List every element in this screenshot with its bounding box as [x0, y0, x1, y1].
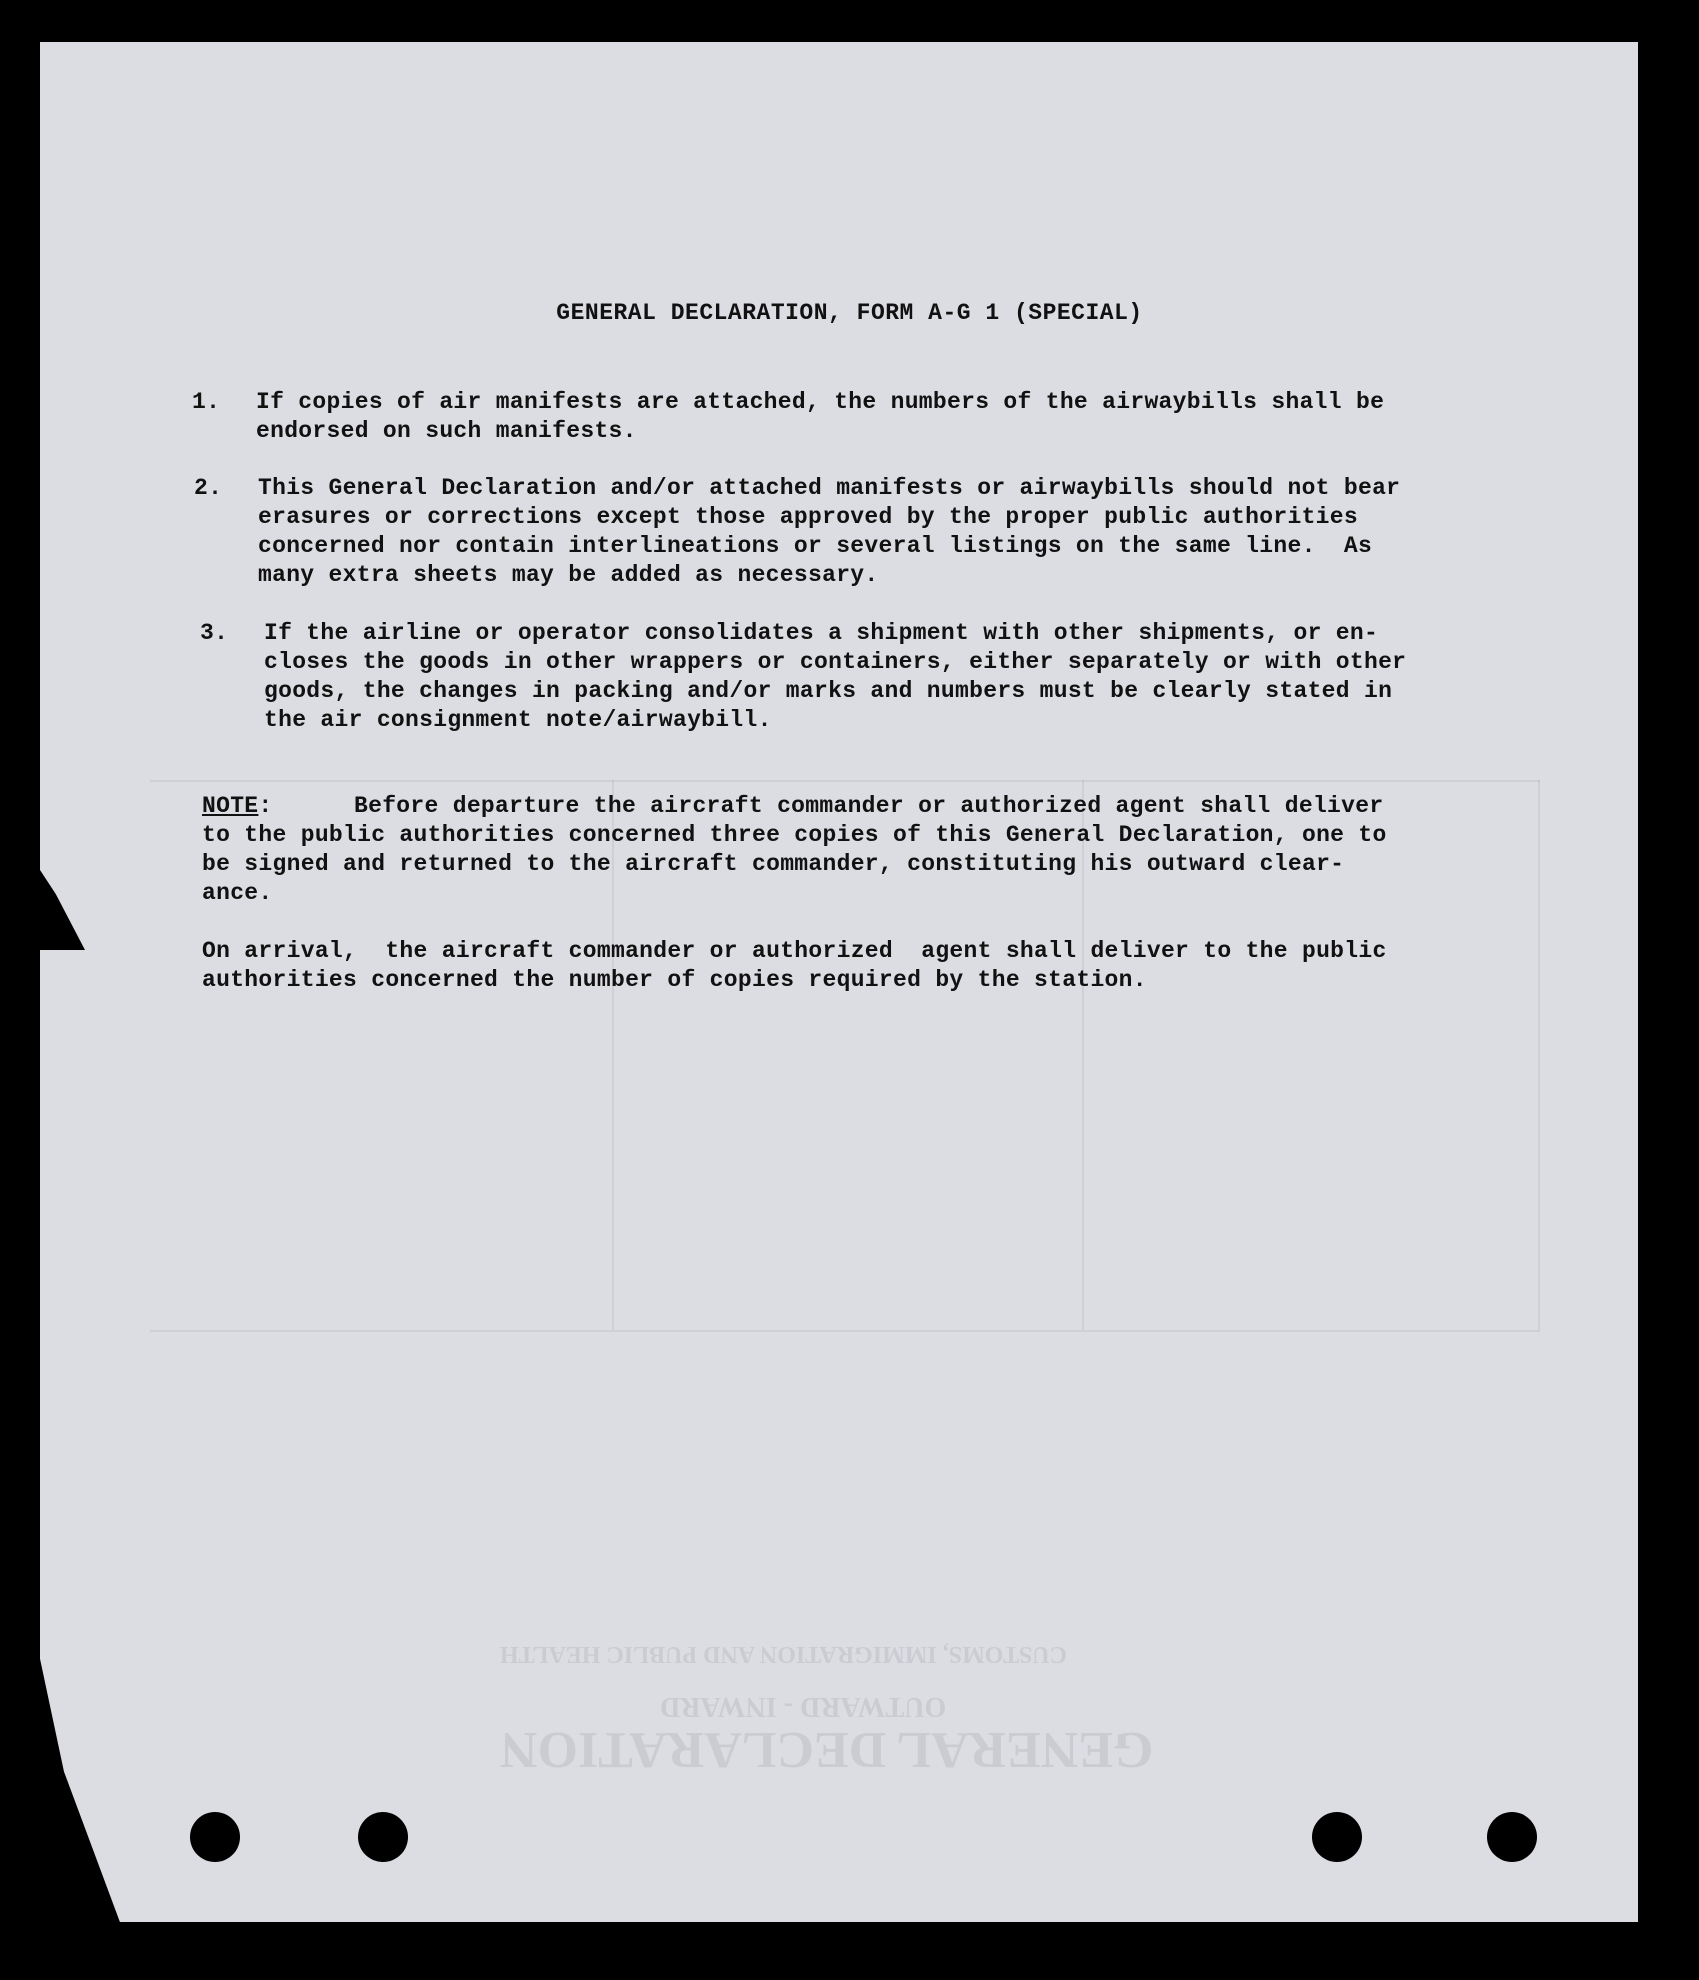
punch-hole — [190, 1812, 240, 1862]
item-number: 2. — [194, 475, 223, 501]
punch-hole — [1312, 1812, 1362, 1862]
item-line: goods, the changes in packing and/or marks and numbers must be clearly stated in — [264, 678, 1393, 704]
bleed-through-rule — [150, 1330, 1540, 1332]
arrival-line: On arrival, the aircraft commander or authorized agent shall deliver to the public — [202, 938, 1387, 964]
item-line: many extra sheets may be added as necessary. — [258, 562, 879, 588]
note-line: to the public authorities concerned three copies of this General Declaration, one to — [202, 822, 1387, 848]
note-colon: : — [258, 793, 273, 819]
note-line: ance. — [202, 880, 273, 906]
item-number: 1. — [192, 389, 221, 415]
bleed-through-heading: GENERAL DECLARATION — [500, 1721, 1154, 1778]
list-item-3 — [200, 619, 1407, 793]
bleed-through-subheading: OUTWARD - INWARD — [660, 1691, 947, 1722]
item-line: endorsed on such manifests. — [256, 418, 637, 444]
page-title: GENERAL DECLARATION, FORM A-G 1 (SPECIAL) — [556, 300, 1143, 326]
item-line: concerned nor contain interlineations or several listings on the same line. As — [258, 533, 1373, 559]
note-label: NOTE — [202, 793, 259, 819]
note-label-wrap — [202, 792, 273, 821]
bleed-through-line: CUSTOMS, IMMIGRATION AND PUBLIC HEALTH — [500, 1641, 1067, 1667]
note-line: Before departure the aircraft commander or authorized agent shall deliver — [354, 793, 1384, 819]
punch-hole — [1487, 1812, 1537, 1862]
item-line: If the airline or operator consolidates a shipment with other shipments, or en- — [264, 620, 1379, 646]
item-line: This General Declaration and/or attached manifests or airwaybills should not bear — [258, 475, 1401, 501]
arrival-line: authorities concerned the number of copies required by the station. — [202, 967, 1147, 993]
arrival-section — [202, 937, 1387, 1024]
note-line: be signed and returned to the aircraft commander, constituting his outward clear- — [202, 851, 1345, 877]
bleed-through-rule — [150, 780, 1540, 782]
bleed-through-rule — [1538, 780, 1540, 1330]
item-line: closes the goods in other wrappers or containers, either separately or with other — [264, 649, 1407, 675]
item-line: erasures or corrections except those approved by the proper public authorities — [258, 504, 1358, 530]
item-line: the air consignment note/airwaybill. — [264, 707, 772, 733]
item-number: 3. — [200, 620, 229, 646]
item-line: If copies of air manifests are attached, the numbers of the airwaybills shall be — [256, 389, 1385, 415]
punch-hole — [358, 1812, 408, 1862]
